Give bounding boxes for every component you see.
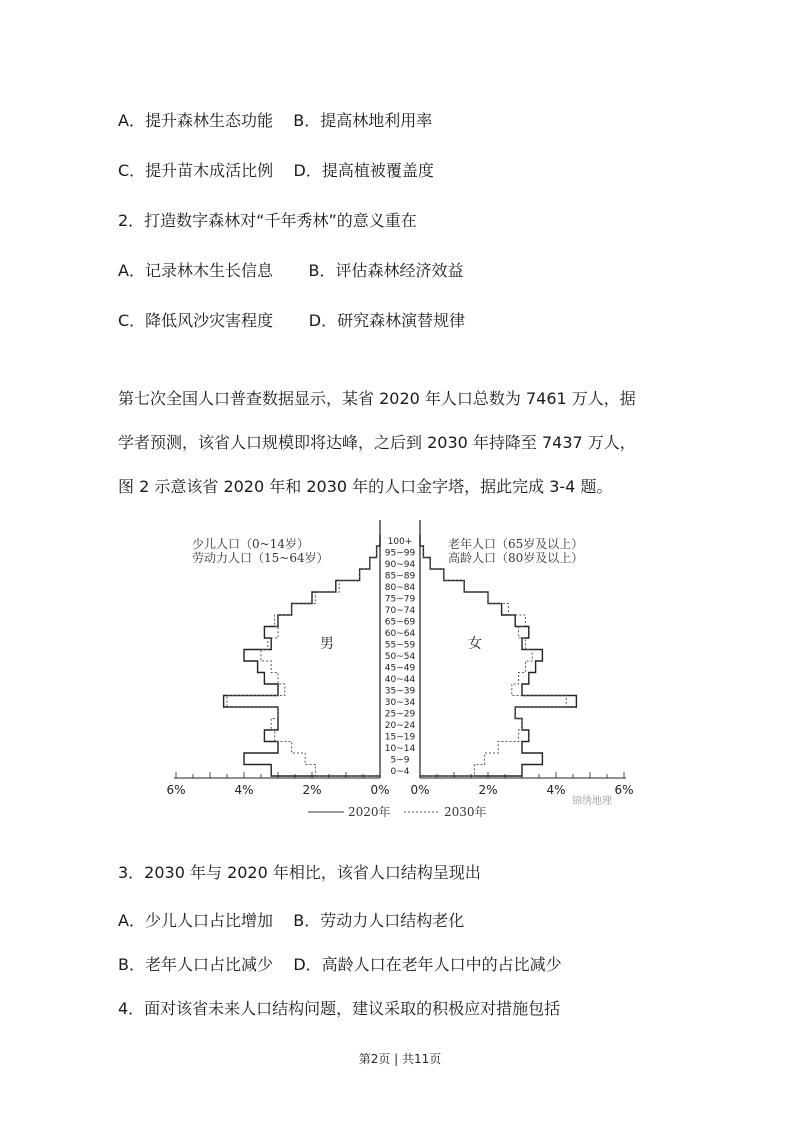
watermark-text: 锦绣地理	[572, 796, 612, 807]
pyramid-male-2030年	[227, 535, 380, 777]
age-group-label: 100+	[387, 537, 413, 547]
x-tick-label-right: 4%	[546, 783, 566, 797]
q3-options-ab: A．少儿人口占比增加 B．劳动力人口结构老化	[118, 911, 465, 930]
page-footer: 第2页 | 共11页	[358, 1052, 442, 1066]
age-group-label: 0~4	[390, 767, 410, 777]
x-tick-label-left: 6%	[166, 783, 186, 797]
legend-elderly-population: 老年人口（65岁及以上）	[448, 537, 584, 551]
legend-oldest-population: 高龄人口（80岁及以上）	[448, 551, 584, 565]
age-group-label: 80~84	[384, 583, 416, 593]
x-tick-label-left: 2%	[302, 783, 322, 797]
age-group-label: 45~49	[384, 663, 416, 674]
pyramid-male-2020年	[224, 535, 380, 777]
age-group-label: 75~79	[384, 594, 416, 605]
age-group-label: 90~94	[384, 560, 416, 570]
x-tick-label-right: 2%	[478, 783, 498, 797]
age-group-label: 70~74	[384, 606, 416, 616]
legend-labor-population: 劳动力人口（15~64岁）	[192, 551, 329, 565]
q1-options-ab: A．提升森林生态功能 B．提高林地利用率	[118, 111, 433, 130]
age-group-label: 40~44	[384, 675, 416, 685]
age-group-label: 35~39	[384, 686, 416, 697]
q2-stem: 2．打造数字森林对“千年秀林”的意义重在	[118, 211, 417, 230]
q3-stem: 3．2030 年与 2020 年相比，该省人口结构呈现出	[118, 863, 481, 882]
q2-options-cd: C．降低风沙灾害程度 D．研究森林演替规律	[118, 311, 466, 330]
intro-line-2: 学者预测，该省人口规模即将达峰，之后到 2030 年持降至 7437 万人，	[118, 433, 636, 452]
q2-options-ab: A．记录林木生长信息 B．评估森林经济效益	[118, 261, 464, 280]
x-tick-label-right: 6%	[614, 783, 634, 797]
age-group-label: 95~99	[384, 548, 416, 559]
q4-stem: 4．面对该省未来人口结构问题，建议采取的积极应对措施包括	[118, 999, 561, 1018]
female-label: 女	[468, 636, 482, 652]
age-group-label: 25~29	[384, 709, 416, 720]
age-group-label: 85~89	[384, 571, 416, 582]
age-group-label: 20~24	[384, 721, 416, 731]
age-group-label: 65~69	[384, 617, 416, 628]
age-group-label: 15~19	[384, 732, 416, 743]
x-tick-label-left: 0%	[370, 783, 390, 797]
age-group-label: 5~9	[390, 755, 410, 766]
population-pyramid-chart	[166, 518, 634, 824]
age-group-label: 10~14	[384, 744, 416, 754]
age-group-label: 60~64	[384, 629, 416, 639]
q1-options-cd: C．提升苗木成活比例 D．提高植被覆盖度	[118, 161, 434, 180]
pyramid-female-2030年	[420, 535, 566, 777]
male-label: 男	[320, 636, 334, 652]
age-group-label: 55~59	[384, 640, 416, 651]
x-tick-label-right: 0%	[410, 783, 430, 797]
x-tick-label-left: 4%	[234, 783, 254, 797]
legend-2030-label: 2030年	[444, 805, 487, 819]
legend-2020-label: 2020年	[348, 805, 391, 819]
q3-options-cd: B．老年人口占比减少 D．高龄人口在老年人口中的占比减少	[118, 955, 562, 974]
age-group-label: 30~34	[384, 698, 416, 708]
intro-line-3: 图 2 示意该省 2020 年和 2030 年的人口金字塔，据此完成 3-4 题。	[118, 477, 613, 496]
legend-child-population: 少儿人口（0~14岁）	[192, 537, 309, 551]
age-group-label: 50~54	[384, 652, 416, 662]
intro-line-1: 第七次全国人口普查数据显示，某省 2020 年人口总数为 7461 万人，据	[118, 389, 636, 408]
